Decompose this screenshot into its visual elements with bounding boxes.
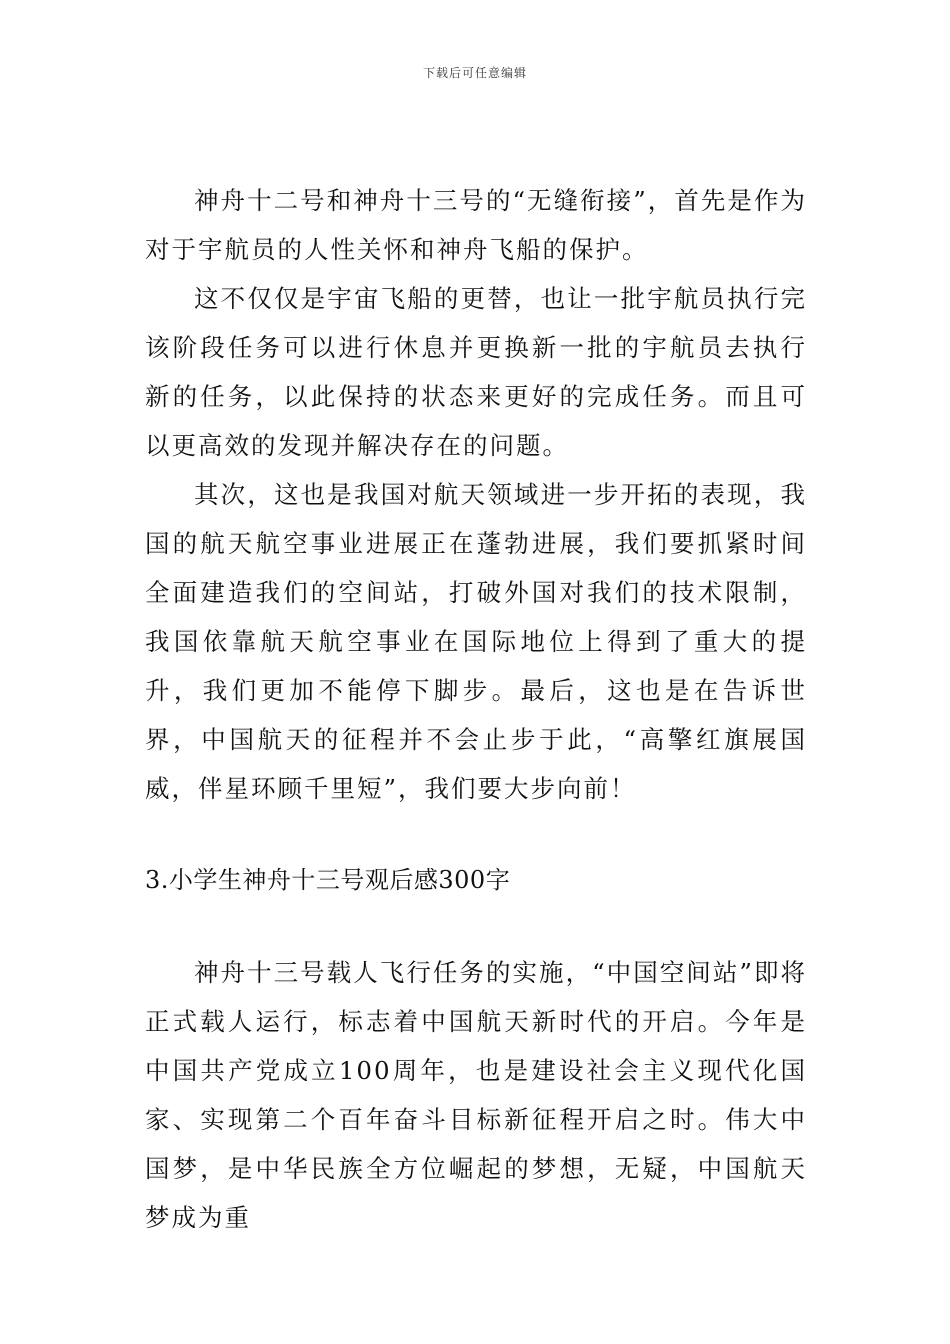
document-body <box>145 176 807 1242</box>
paragraph: 这不仅仅是宇宙飞船的更替，也让一批宇航员执行完该阶段任务可以进行休息并更换新一批的宇航员去执行新的任务，以此保持的状态来更好的完成任务。而且可以更高效的发现并解决存在的问题。 <box>145 284 807 460</box>
page-header: 下载后可任意编辑 <box>422 66 527 80</box>
section-heading: 3.小学生神舟十三号观后感300字 <box>145 866 511 894</box>
paragraph: 神舟十二号和神舟十三号的“无缝衔接”，首先是作为对于宇航员的人性关怀和神舟飞船的保护。 <box>145 186 807 264</box>
paragraph: 神舟十三号载人飞行任务的实施，“中国空间站”即将正式载人运行，标志着中国航天新时代的开启。今年是中国共产党成立100周年，也是建设社会主义现代化国家、实现第二个百年奋斗目标新征程开启之时。伟大中国梦，是中华民族全方位崛起的梦想，无疑，中国航天梦成为重 <box>145 958 807 1232</box>
paragraph: 其次，这也是我国对航天领域进一步开拓的表现，我国的航天航空事业进展正在蓬勃进展，我们要抓紧时间全面建造我们的空间站，打破外国对我们的技术限制，我国依靠航天航空事业在国际地位上得到了重大的提升，我们更加不能停下脚步。最后，这也是在告诉世界，中国航天的征程并不会止步于此，“高擎红旗展国威，伴星环顾千里短”，我们要大步向前！ <box>145 480 807 803</box>
